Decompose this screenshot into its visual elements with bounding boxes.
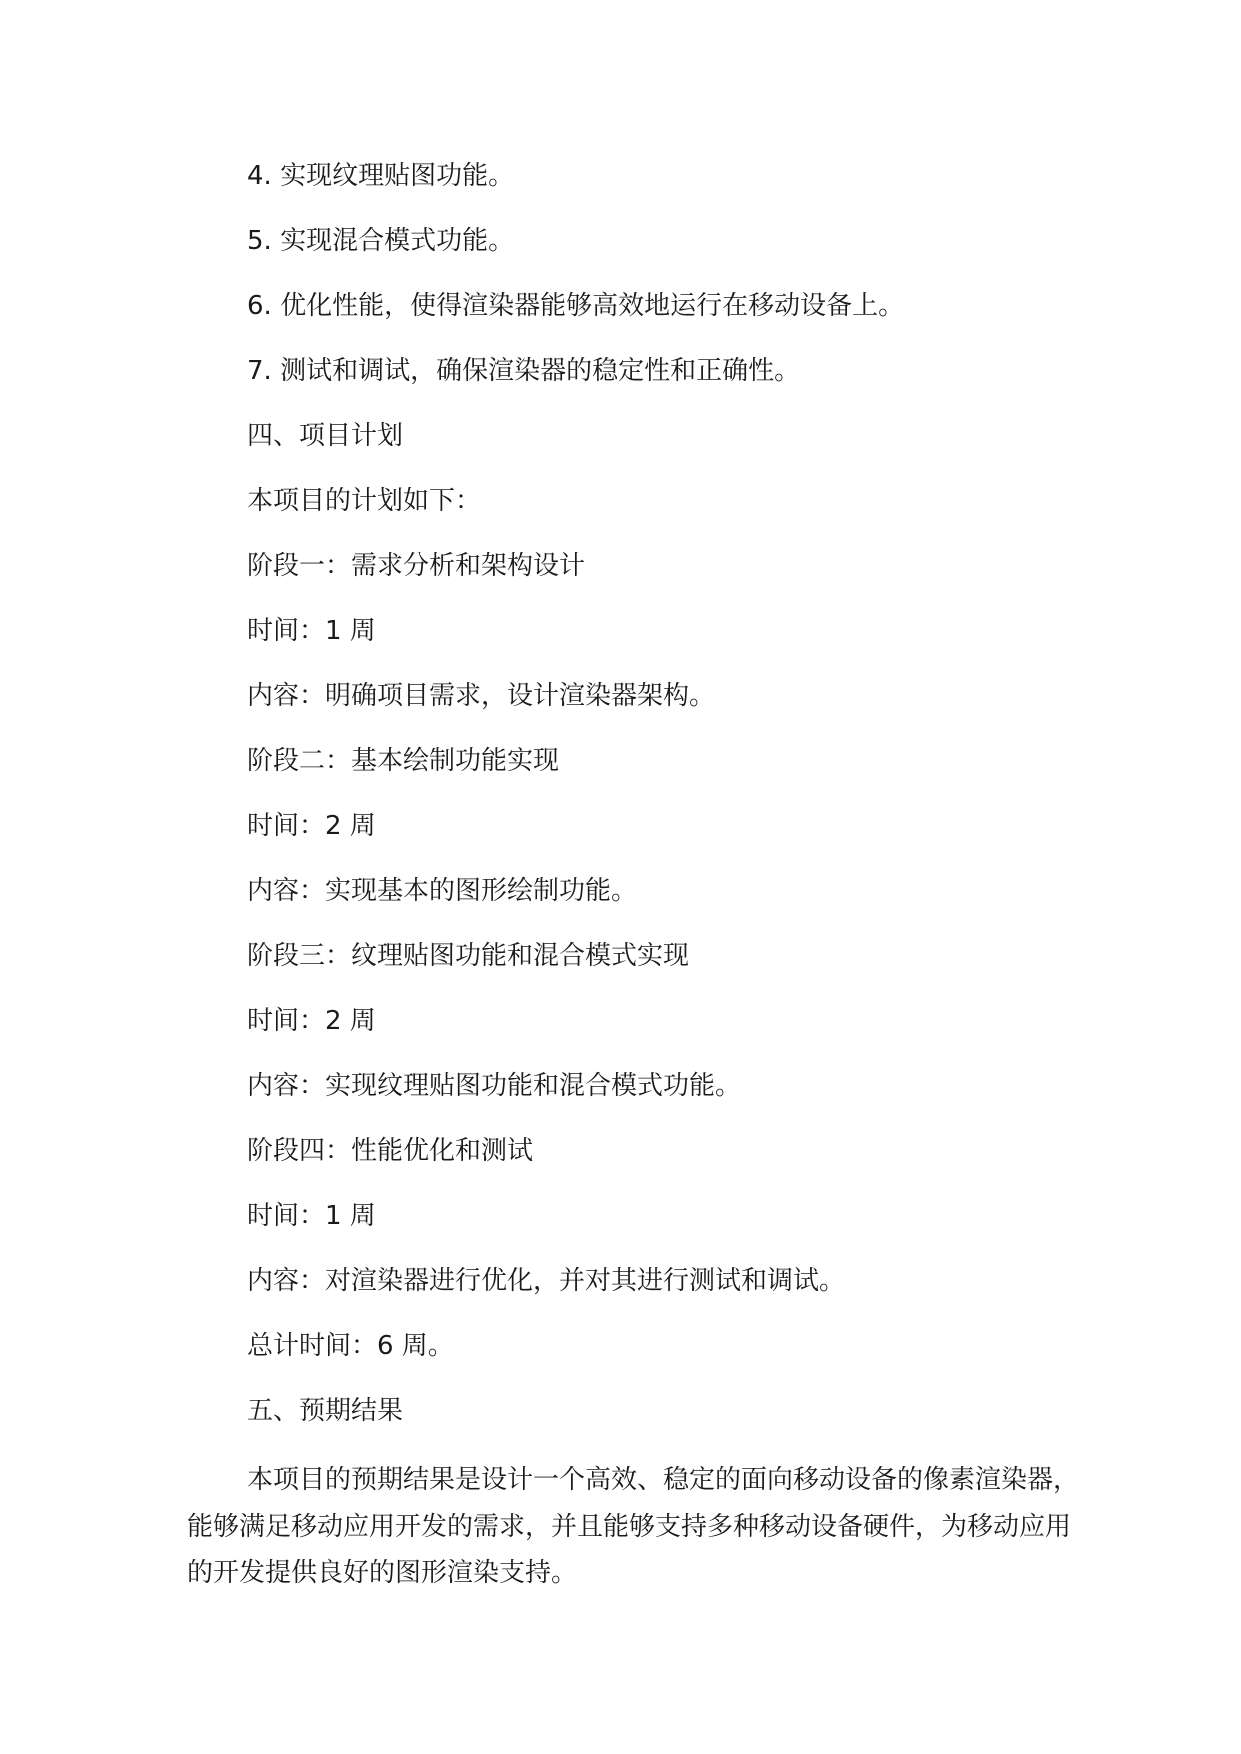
list-item-5: 5. 实现混合模式功能。 (247, 226, 515, 256)
phase-4-title: 阶段四：性能优化和测试 (247, 1136, 534, 1166)
phase-4-time: 时间：1 周 (247, 1201, 376, 1231)
phase-2-time: 时间：2 周 (247, 811, 376, 841)
phase-3-title: 阶段三：纹理贴图功能和混合模式实现 (247, 941, 690, 971)
phase-2-content: 内容：实现基本的图形绘制功能。 (247, 876, 638, 906)
list-item-4: 4. 实现纹理贴图功能。 (247, 161, 515, 191)
phase-3-time: 时间：2 周 (247, 1006, 376, 1036)
phase-1-title: 阶段一：需求分析和架构设计 (247, 551, 586, 581)
total-time: 总计时间：6 周。 (247, 1331, 454, 1361)
expected-results-paragraph: 本项目的预期结果是设计一个高效、稳定的面向移动设备的像素渲染器，能够满足移动应用开发的需求，并且能够支持多种移动设备硬件，为移动应用的开发提供良好的图形渲染支持。 (187, 1465, 1080, 1588)
list-item-6: 6. 优化性能，使得渲染器能够高效地运行在移动设备上。 (247, 291, 905, 321)
phase-3-content: 内容：实现纹理贴图功能和混合模式功能。 (247, 1071, 742, 1101)
list-item-7: 7. 测试和调试，确保渲染器的稳定性和正确性。 (247, 356, 801, 386)
phase-4-content: 内容：对渲染器进行优化，并对其进行测试和调试。 (247, 1266, 846, 1296)
section-heading-expected-results: 五、预期结果 (247, 1396, 404, 1426)
phase-1-content: 内容：明确项目需求，设计渲染器架构。 (247, 681, 716, 711)
plan-intro: 本项目的计划如下： (247, 486, 482, 516)
section-heading-project-plan: 四、项目计划 (247, 421, 404, 451)
phase-2-title: 阶段二：基本绘制功能实现 (247, 746, 560, 776)
phase-1-time: 时间：1 周 (247, 616, 376, 646)
